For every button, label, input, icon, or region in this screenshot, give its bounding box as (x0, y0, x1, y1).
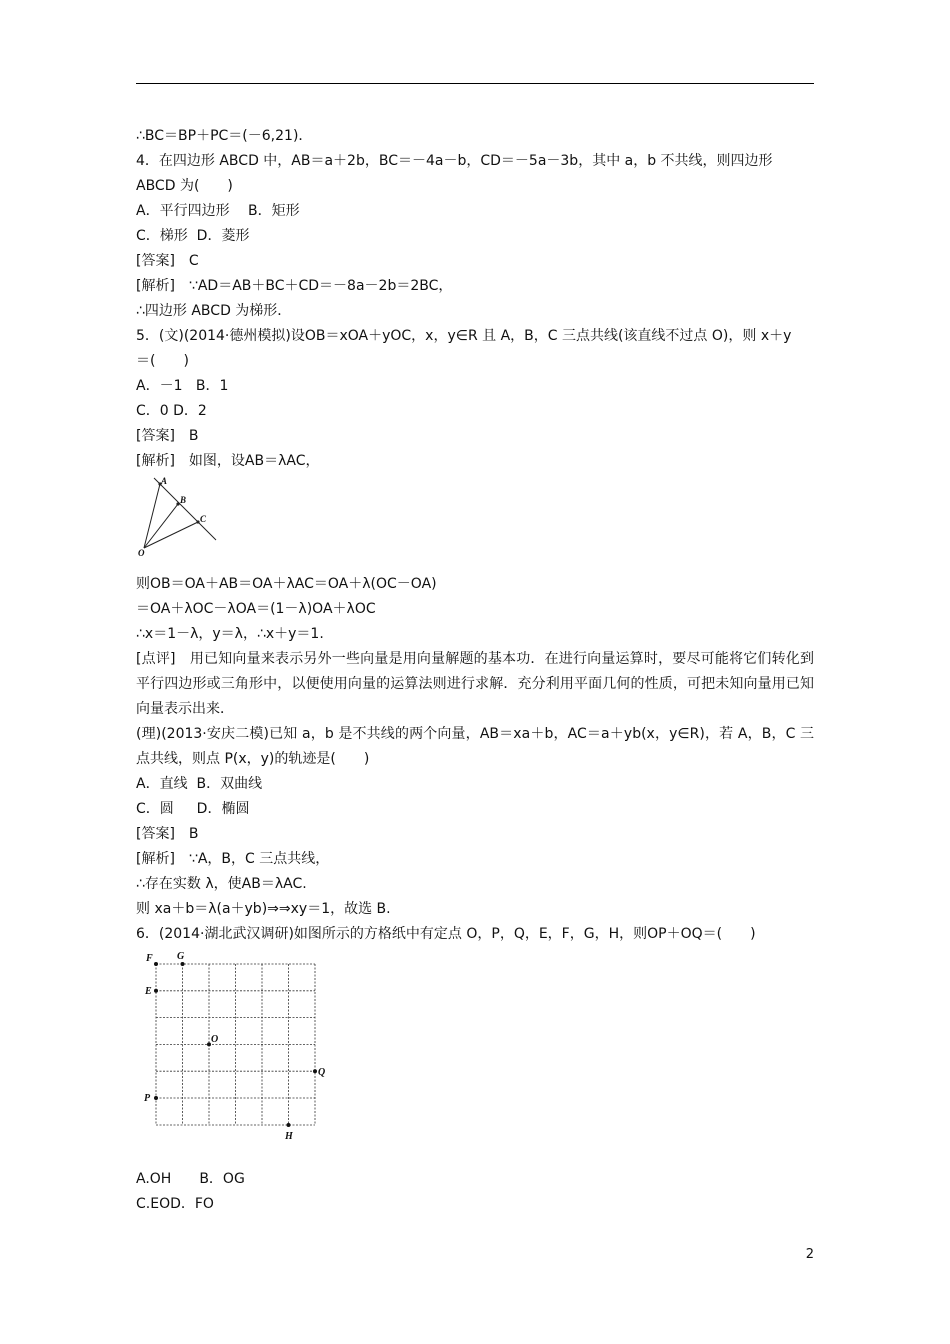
line-oc (144, 522, 198, 548)
question-4-line-1: 4．在四边形 ABCD 中，AB＝a＋2b，BC＝－4a－b，CD＝－5a－3b，其中 a，b 不共线，则四边形 (136, 153, 773, 169)
option-line: C．圆 D．椭圆 (136, 801, 250, 817)
derivation-line: ∴x＝1－λ，y＝λ，∴x＋y＝1. (136, 626, 324, 642)
label-h: H (285, 1131, 293, 1142)
question-5-line-2: ＝( ) (136, 353, 189, 369)
derivation-line: ＝OA＋λOC－λOA＝(1－λ)OA＋λOC (136, 601, 376, 617)
option-line: A．－1 B．1 (136, 378, 229, 394)
page-number: 2 (805, 1247, 814, 1262)
question-5-li-paragraph: (理)(2013·安庆二模)已知 a，b 是不共线的两个向量，AB＝xa＋b，AC＝a＋yb(x，y∈R)，若 A，B，C 三点共线，则点 P(x，y)的轨迹是( ) (136, 726, 814, 767)
answer-line: [答案] C (136, 253, 199, 269)
line-abc (154, 478, 216, 540)
label-o: O (138, 548, 145, 558)
text-line: 则 xa＋b＝λ(a＋yb)⇒⇒xy＝1，故选 B. (136, 901, 391, 917)
label-o: O (211, 1034, 219, 1045)
point-q (313, 1069, 317, 1073)
option-line: A．平行四边形 B．矩形 (136, 203, 300, 219)
point-p (154, 1096, 158, 1100)
answer-line: [答案] B (136, 428, 199, 444)
derivation-line: 则OB＝OA＋AB＝OA＋λAC＝OA＋λ(OC－OA) (136, 576, 437, 592)
label-e: E (145, 986, 152, 997)
point-h (287, 1123, 291, 1127)
figure-grid-paper (136, 949, 336, 1149)
point-g (181, 962, 185, 966)
label-b: B (180, 495, 187, 505)
label-c: C (200, 514, 207, 524)
figure-collinear-points (136, 476, 226, 558)
answer-line: [答案] B (136, 826, 199, 842)
page-content (136, 124, 814, 1217)
label-q: Q (318, 1067, 326, 1078)
text-line: ∴存在实数 λ，使AB＝λAC. (136, 876, 307, 892)
question-4-line-2: ABCD 为( ) (136, 178, 233, 194)
analysis-line: [解析] ∵AD＝AB＋BC＋CD＝－8a－2b＝2BC， (136, 278, 453, 294)
label-f: F (146, 953, 153, 964)
label-a: A (161, 476, 168, 486)
grid-lines (156, 964, 315, 1125)
point-f (154, 962, 158, 966)
question-6-line: 6．(2014·湖北武汉调研)如图所示的方格纸中有定点 O，P，Q，E，F，G，H，则OP＋OQ＝( ) (136, 926, 756, 942)
option-line: C．梯形 D．菱形 (136, 228, 250, 244)
point-e (154, 989, 158, 993)
label-g: G (177, 951, 185, 962)
text-line: ∴四边形 ABCD 为梯形． (136, 303, 292, 319)
analysis-line: [解析] ∵A，B，C 三点共线， (136, 851, 330, 867)
analysis-line: [解析] 如图，设AB＝λAC， (136, 453, 320, 469)
question-5-line-1: 5．(文)(2014·德州模拟)设OB＝xOA＋yOC，x，y∈R 且 A，B，C 三点共线(该直线不过点 O)，则 x＋y (136, 328, 792, 344)
comment-paragraph: [点评] 用已知向量来表示另外一些向量是用向量解题的基本功．在进行向量运算时，要尽可能将它们转化到平行四边形或三角形中，以便使用向量的运算法则进行求解．充分利用平面几何的性质，可把未知向量用已知向量表示出来． (136, 651, 814, 717)
header-rule (136, 83, 814, 84)
text-line: ∴BC＝BP＋PC＝(－6,21)． (136, 128, 313, 144)
option-line: A.OH B．OG (136, 1171, 245, 1187)
option-line: A．直线 B．双曲线 (136, 776, 263, 792)
option-line: C．0 D．2 (136, 403, 207, 419)
label-p: P (144, 1093, 151, 1104)
option-line: C.EOD．FO (136, 1196, 214, 1212)
